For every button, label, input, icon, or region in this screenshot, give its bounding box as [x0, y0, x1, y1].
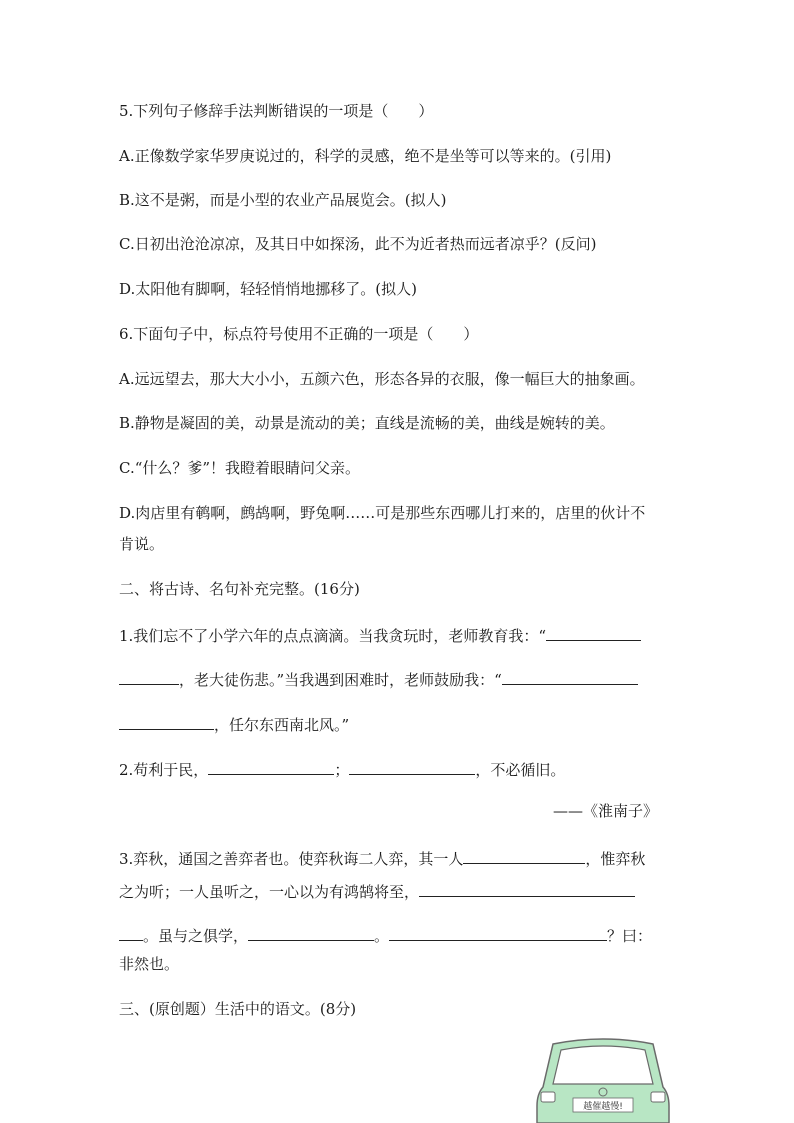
- q3-text-4: 。虽与之俱学，: [143, 927, 249, 945]
- q3-text-3: 之为听；一人虽听之，一心以为有鸿鹄将至，: [119, 883, 420, 901]
- q1-text-1: 1.我们忘不了小学六年的点点滴滴。当我贪玩时，老师教育我：“: [119, 627, 546, 645]
- fill-blank-8[interactable]: [389, 924, 607, 941]
- fill-blank-7[interactable]: [248, 924, 374, 941]
- q2-text-2: ；: [334, 761, 350, 779]
- q3-text-2: ，惟弈秋: [585, 850, 646, 868]
- fill-blank-6[interactable]: [419, 880, 635, 897]
- fill-blank-6-cont[interactable]: [119, 924, 143, 941]
- right-taillight: [651, 1092, 665, 1102]
- q6-option-c: C.“什么？爹”！我瞪着眼睛问父亲。: [119, 459, 361, 477]
- q5-stem: 5.下列句子修辞手法判断错误的一项是（ ）: [119, 102, 434, 120]
- q2-text-3: ，不必循旧。: [475, 761, 566, 779]
- q3-text-7: 非然也。: [119, 955, 180, 973]
- rear-window: [553, 1046, 653, 1084]
- q6-option-d: D.肉店里有鹌啊，鹧鸪啊，野兔啊……可是那些东西哪儿打来的，店里的伙计不: [119, 504, 646, 522]
- section-2-title: 二、将古诗、名句补充完整。(16分): [119, 580, 360, 598]
- q5-option-a: A.正像数学家华罗庚说过的，科学的灵感，绝不是坐等可以等来的。(引用): [119, 147, 612, 165]
- q3-text-6: ？曰：: [607, 927, 653, 945]
- section-3-title: 三、(原创题）生活中的语文。(8分): [119, 1000, 357, 1018]
- q3-text-1: 3.弈秋，通国之善弈者也。使弈秋诲二人弈，其一人: [119, 850, 464, 868]
- q6-stem: 6.下面句子中，标点符号使用不正确的一项是（ ）: [119, 325, 479, 343]
- q3-text-5: 。: [374, 927, 390, 945]
- q2-text-1: 2.苟利于民，: [119, 761, 209, 779]
- left-taillight: [541, 1092, 555, 1102]
- fill-blank-2-cont[interactable]: [119, 713, 214, 730]
- car-illustration: [533, 1032, 673, 1123]
- fill-blank-1[interactable]: [546, 624, 641, 641]
- q6-option-a: A.远远望去，那大大小小，五颜六色，形态各异的衣服，像一幅巨大的抽象画。: [119, 370, 645, 388]
- fill-blank-4[interactable]: [349, 758, 475, 775]
- car-sticker-text: 越催越慢!: [583, 1102, 623, 1112]
- fill-blank-5[interactable]: [463, 847, 585, 864]
- q1-text-2: ，老大徒伤悲。”当我遇到困难时，老师鼓励我：“: [179, 671, 502, 689]
- fill-blank-1-cont[interactable]: [119, 668, 179, 685]
- fill-blank-3[interactable]: [208, 758, 334, 775]
- q6-option-d-cont: 肯说。: [119, 535, 165, 553]
- fill-blank-2[interactable]: [502, 668, 638, 685]
- q5-option-b: B.这不是粥，而是小型的农业产品展览会。(拟人): [119, 191, 447, 209]
- q5-option-d: D.太阳他有脚啊，轻轻悄悄地挪移了。(拟人): [119, 280, 417, 298]
- q1-text-3: ，任尔东西南北风。”: [214, 716, 350, 734]
- q5-option-c: C.日初出沧沧凉凉，及其日中如探汤，此不为近者热而远者凉乎？(反问): [119, 235, 597, 253]
- q6-option-b: B.静物是凝固的美，动景是流动的美；直线是流畅的美，曲线是婉转的美。: [119, 414, 615, 432]
- q2-source: ——《淮南子》: [552, 802, 658, 820]
